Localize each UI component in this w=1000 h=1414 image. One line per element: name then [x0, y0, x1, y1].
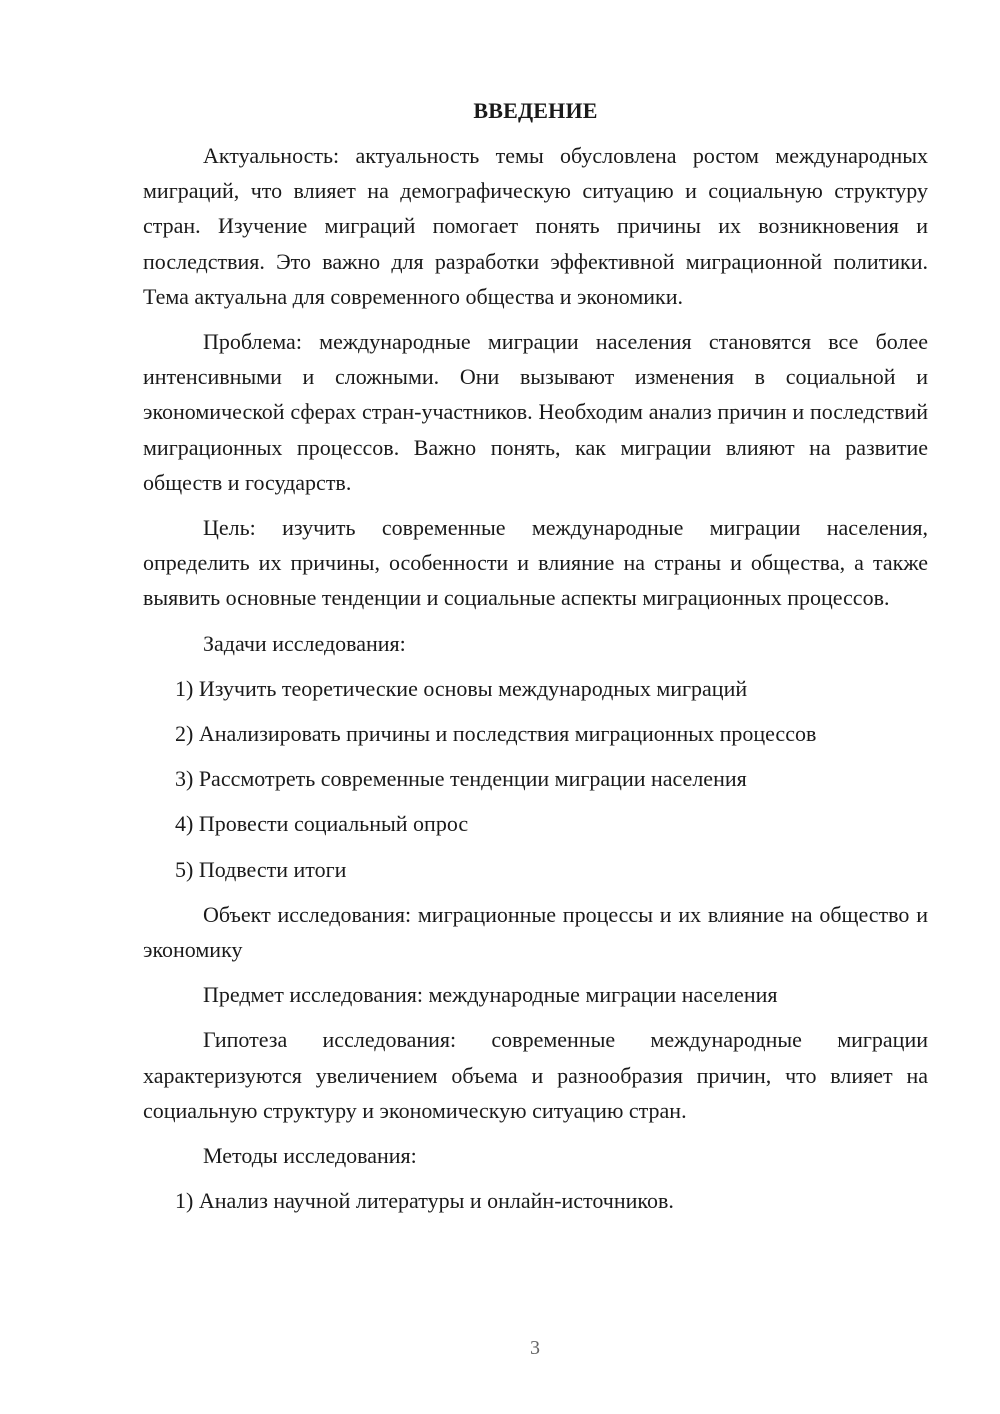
page-content [143, 96, 928, 1228]
list-item: 1) Анализ научной литературы и онлайн-источников. [175, 1188, 674, 1214]
methods-list [143, 1183, 928, 1218]
list-item: 2) Анализировать причины и последствия миграционных процессов [175, 721, 817, 747]
list-item: 4) Провести социальный опрос [175, 811, 469, 837]
list-item: 3) Рассмотреть современные тенденции миграции населения [175, 766, 747, 792]
page-title: ВВЕДЕНИЕ [473, 98, 598, 123]
tasks-list [143, 671, 928, 887]
subject-paragraph: Предмет исследования: международные миграции населения [203, 982, 778, 1008]
hypothesis-paragraph: Гипотеза исследования: современные международные миграции характеризуются увеличением объема и разнообразия причин, что влияет на социальную структуру и экономическую ситуацию стран. [143, 1027, 928, 1123]
list-item: 1) Изучить теоретические основы международных миграций [175, 675, 748, 701]
methods-heading: Методы исследования: [203, 1143, 417, 1169]
object-paragraph: Объект исследования: миграционные процессы и их влияние на общество и экономику [143, 901, 928, 963]
tasks-heading: Задачи исследования: [203, 630, 406, 656]
page-number: 3 [530, 1337, 540, 1359]
relevance-paragraph: Актуальность: актуальность темы обусловлена ростом международных миграций, что влияет на демографическую ситуацию и социальную структуру стран. Изучение миграций помогает понять причины их возникновения и последствия. Это важно для разработки эффективной миграционной политики. Тема актуальна для современного общества и экономики. [143, 143, 928, 309]
problem-paragraph: Проблема: международные миграции населения становятся все более интенсивными и сложными. Они вызывают изменения в социальной и экономической сферах стран-участников. Необходим анализ причин и последствий миграционных процессов. Важно понять, как миграции влияют на развитие обществ и государств. [143, 329, 928, 495]
goal-paragraph: Цель: изучить современные международные миграции населения, определить их причины, особенности и влияние на страны и общества, а также выявить основные тенденции и социальные аспекты миграционных процессов. [143, 515, 928, 611]
list-item: 5) Подвести итоги [175, 856, 347, 882]
